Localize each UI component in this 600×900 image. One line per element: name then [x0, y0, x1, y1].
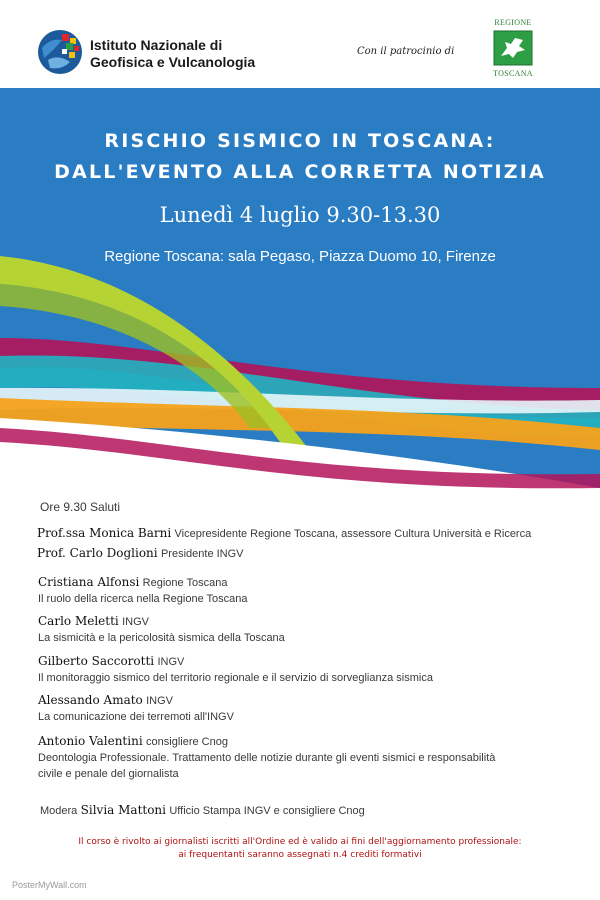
speaker-role: INGV: [122, 616, 150, 628]
event-venue: Regione Toscana: sala Pegaso, Piazza Duomo 10, Firenze: [104, 248, 496, 265]
moderator-name: Silvia Mattoni: [80, 803, 166, 817]
header: [0, 0, 600, 88]
speaker-row: [38, 734, 228, 748]
talk-title: La comunicazione dei terremoti all'INGV: [38, 711, 234, 723]
title-banner: [0, 88, 600, 500]
event-title-line1: RISCHIO SISMICO IN TOSCANA:: [104, 130, 496, 152]
ingv-globe-logo-icon: [36, 28, 84, 76]
speaker-role: consigliere Cnog: [146, 736, 228, 748]
credits-note-line2: ai frequentanti saranno assegnati n.4 crediti formativi: [178, 850, 422, 860]
regione-label: REGIONE: [494, 18, 532, 27]
opening-time: Ore 9.30 Saluti: [40, 500, 121, 514]
event-date: Lunedì 4 luglio 9.30-13.30: [159, 203, 441, 227]
speaker-role: INGV: [146, 695, 174, 707]
speaker-role: Regione Toscana: [142, 577, 228, 589]
talk-title-continued: civile e penale del giornalista: [38, 768, 179, 780]
talk-title: Deontologia Professionale. Trattamento delle notizie durante gli eventi sismici e responsabilità: [38, 752, 496, 764]
speaker-role: Presidente INGV: [160, 548, 244, 560]
ingv-name: [90, 37, 255, 71]
speaker-row: [38, 693, 173, 707]
speaker-row: [38, 575, 227, 589]
watermark: PosterMyWall.com: [12, 880, 87, 890]
speaker-role: Vicepresidente Regione Toscana, assessore Cultura Università e Ricerca: [174, 528, 532, 540]
speaker-name: Cristiana Alfonsi: [38, 575, 140, 589]
moderator-role: Ufficio Stampa INGV e consigliere Cnog: [169, 805, 365, 817]
speaker-name: Prof.ssa Monica Barni: [37, 526, 172, 540]
talk-title: La sismicità e la pericolosità sismica della Toscana: [38, 632, 285, 644]
toscana-label: TOSCANA: [493, 69, 533, 78]
talk-title: Il ruolo della ricerca nella Regione Toscana: [38, 593, 248, 605]
speaker-name: Carlo Meletti: [38, 614, 119, 628]
speaker-row: [38, 614, 149, 628]
moderator-row: [40, 803, 365, 817]
speaker-name: Alessando Amato: [38, 693, 143, 707]
patrocinio-text: Con il patrocinio di: [357, 46, 455, 57]
event-title-line2: DALL'EVENTO ALLA CORRETTA NOTIZIA: [54, 161, 546, 183]
speaker-name: Prof. Carlo Doglioni: [37, 546, 158, 560]
pegasus-shield-icon: [493, 30, 533, 66]
speaker-name: Antonio Valentini: [38, 734, 143, 748]
credits-note-line1: Il corso è rivolto ai giornalisti iscritti all'Ordine ed è valido ai fini dell'aggiornamento professionale:: [78, 837, 522, 847]
speaker-row: [38, 654, 184, 668]
ingv-name-line1: Istituto Nazionale di: [90, 37, 223, 53]
speaker-role: INGV: [157, 656, 185, 668]
moderator-label: Modera: [40, 805, 78, 817]
speaker-name: Gilberto Saccorotti: [38, 654, 155, 668]
ingv-name-line2: Geofisica e Vulcanologia: [90, 54, 256, 70]
speaker-row: [37, 546, 244, 560]
regione-toscana-logo: [488, 18, 538, 82]
talk-title: Il monitoraggio sismico del territorio regionale e il servizio di sorveglianza sismica: [38, 672, 433, 684]
speaker-row: [37, 526, 531, 540]
